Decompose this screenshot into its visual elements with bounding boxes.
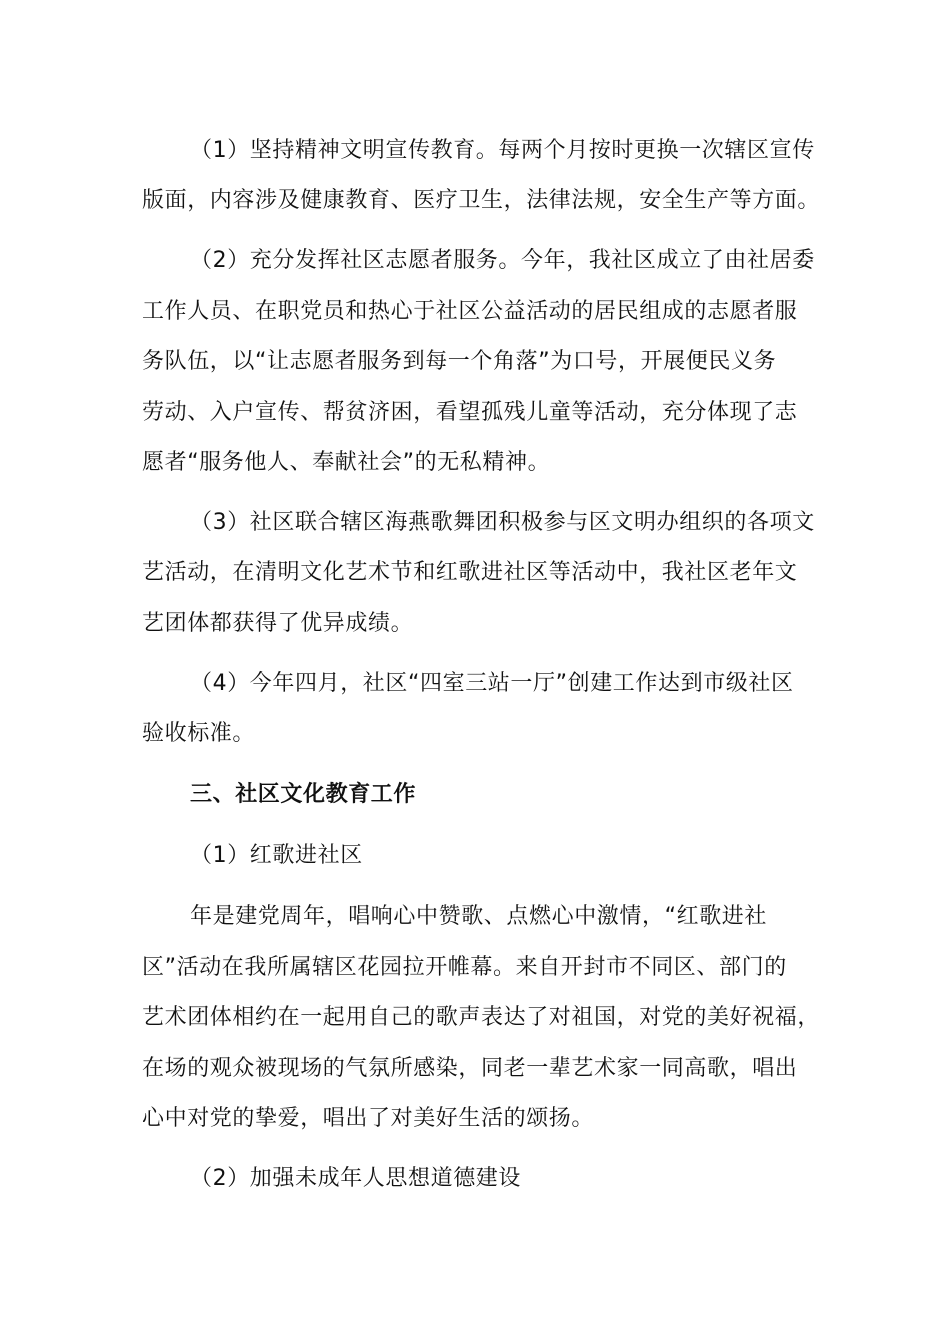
paragraph-2-line-1: （2）充分发挥社区志愿者服务。今年，我社区成立了由社居委: [190, 248, 815, 273]
paragraph-4-line-1: （4）今年四月，社区“四室三站一厅”创建工作达到市级社区: [190, 671, 794, 696]
paragraph-1-line-1: （1）坚持精神文明宣传教育。每两个月按时更换一次辖区宣传: [190, 138, 815, 163]
paragraph-5-line-3: 艺术团体相约在一起用自己的歌声表达了对祖国，对党的美好祝福，: [142, 1005, 821, 1030]
paragraph-3-line-2: 艺活动，在清明文化艺术节和红歌进社区等活动中，我社区老年文: [142, 560, 798, 585]
paragraph-2-line-2: 工作人员、在职党员和热心于社区公益活动的居民组成的志愿者服: [142, 299, 798, 324]
section-3-heading: 三、社区文化教育工作: [190, 782, 417, 807]
subsection-1-heading: （1）红歌进社区: [190, 843, 363, 868]
paragraph-1-line-2: 版面，内容涉及健康教育、医疗卫生，法律法规，安全生产等方面。: [142, 188, 821, 213]
paragraph-4-line-2: 验收标准。: [142, 721, 256, 746]
paragraph-2-line-5: 愿者“服务他人、奉献社会”的无私精神。: [142, 450, 551, 475]
paragraph-5-line-1: 年是建党周年，唱响心中赞歌、点燃心中激情，“红歌进社: [190, 904, 767, 929]
paragraph-3-line-3: 艺团体都获得了优异成绩。: [142, 611, 414, 636]
paragraph-5-line-2: 区”活动在我所属辖区花园拉开帷幕。来自开封市不同区、部门的: [142, 955, 787, 980]
paragraph-3-line-1: （3）社区联合辖区海燕歌舞团积极参与区文明办组织的各项文: [190, 510, 815, 535]
paragraph-5-line-5: 心中对党的挚爱，唱出了对美好生活的颂扬。: [142, 1106, 595, 1131]
paragraph-5-line-4: 在场的观众被现场的气氛所感染，同老一辈艺术家一同高歌，唱出: [142, 1056, 798, 1081]
paragraph-2-line-3: 务队伍，以“让志愿者服务到每一个角落”为口号，开展便民义务: [142, 349, 777, 374]
paragraph-2-line-4: 劳动、入户宣传、帮贫济困，看望孤残儿童等活动，充分体现了志: [142, 400, 798, 425]
subsection-2-heading: （2）加强未成年人思想道德建设: [190, 1166, 521, 1191]
